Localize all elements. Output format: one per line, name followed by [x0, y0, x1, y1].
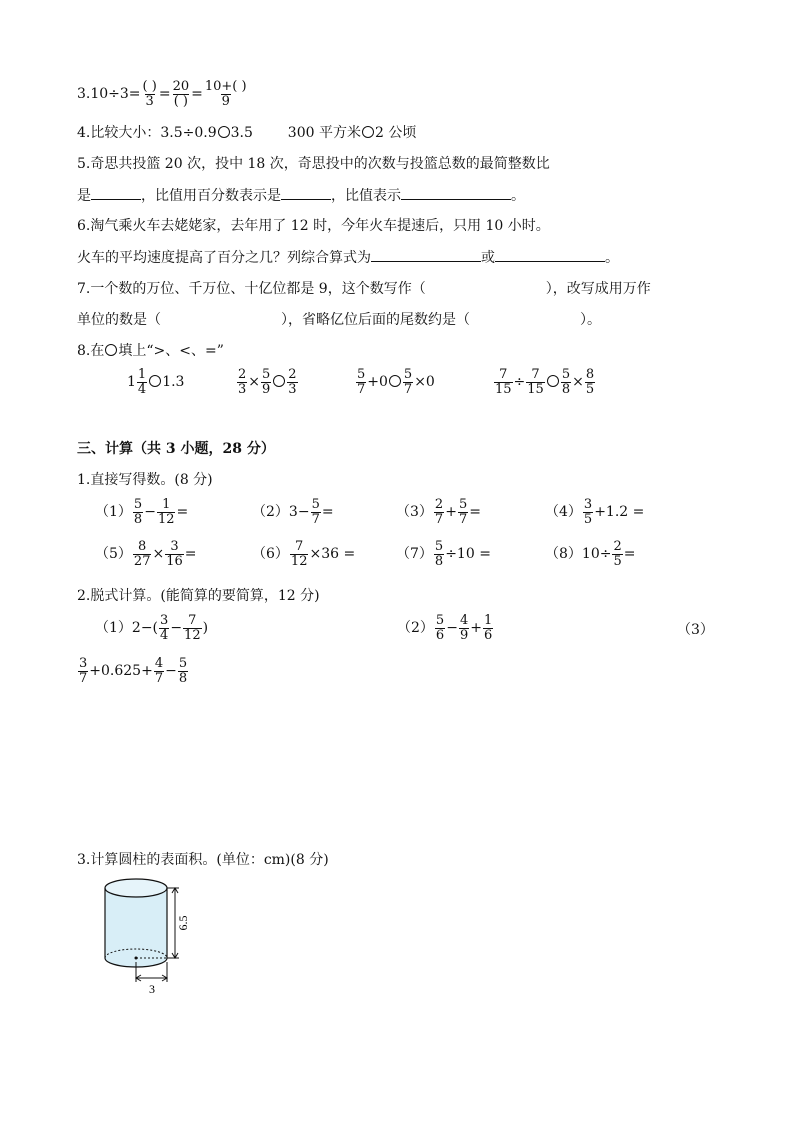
- frac-num: 4: [154, 656, 164, 671]
- frac-den: 3: [238, 381, 247, 397]
- text: 填上“>、<、=”: [118, 343, 224, 359]
- frac-den: 6: [483, 627, 493, 643]
- eq: =: [158, 86, 171, 103]
- frac-num: 8: [138, 539, 147, 554]
- fraction: [434, 540, 444, 568]
- answer-blank[interactable]: [495, 260, 605, 262]
- compare-circle[interactable]: [362, 126, 374, 138]
- op: ×: [248, 374, 261, 391]
- frac-den: 27: [133, 553, 151, 569]
- calc-item-6: [252, 540, 355, 568]
- frac-den: 8: [561, 381, 571, 397]
- frac-den: 5: [585, 381, 595, 397]
- op: +: [445, 504, 457, 521]
- fraction: [459, 614, 469, 642]
- text: 。: [511, 188, 525, 204]
- answer-blank[interactable]: [401, 198, 511, 200]
- fraction: [290, 540, 309, 568]
- item-label: （8）: [545, 546, 582, 563]
- text: =: [321, 504, 334, 521]
- p2-expr-1: [95, 614, 208, 642]
- text: +1.2 =: [594, 504, 645, 521]
- text: 3−: [288, 504, 310, 521]
- frac-den: 6: [435, 627, 445, 643]
- compare-circle[interactable]: [389, 375, 401, 387]
- q8-expr1: [127, 368, 184, 396]
- p3-title: 3.计算圆柱的表面积。(单位：cm)(8 分): [77, 852, 329, 868]
- item-label: （2）: [397, 620, 434, 637]
- frac-num: 20: [172, 79, 190, 94]
- frac-num: 5: [262, 367, 271, 382]
- text: 火车的平均速度提高了百分之几？列综合算式为: [77, 250, 371, 266]
- frac-den: 3: [288, 381, 297, 397]
- answer-blank[interactable]: [371, 260, 481, 262]
- frac-den: 4: [137, 381, 147, 397]
- frac-num: 1: [483, 613, 493, 628]
- frac-num: 7: [531, 367, 540, 382]
- item-label: （5）: [95, 546, 132, 563]
- frac-num: 3: [79, 656, 88, 671]
- fraction: [287, 368, 297, 396]
- frac-num: 7: [188, 613, 197, 628]
- fraction: [261, 368, 271, 396]
- text: 或: [481, 250, 495, 266]
- q8-expr2: [236, 368, 299, 396]
- text: ×36 =: [309, 546, 356, 563]
- text: ），省略亿位后面的尾数约是（: [281, 312, 470, 328]
- frac-num: 5: [403, 367, 413, 382]
- cylinder-top: [105, 879, 167, 897]
- frac-num: 3: [170, 539, 179, 554]
- frac-num: ( ): [142, 79, 157, 94]
- calc-item-7: [396, 540, 491, 568]
- frac-den: 16: [166, 553, 183, 569]
- frac-num: 2: [238, 367, 247, 382]
- p1-title: 1.直接写得数。(8 分): [77, 472, 213, 488]
- frac-den: 12: [157, 511, 175, 527]
- frac-den: 7: [458, 511, 468, 527]
- frac-den: 7: [154, 670, 164, 686]
- whole: 1: [127, 374, 136, 391]
- q8-expr3: [355, 368, 435, 396]
- p2-expr-3-label: （3）: [677, 622, 714, 638]
- fraction: [78, 657, 88, 685]
- q8-title: [77, 343, 224, 360]
- fraction: [133, 540, 152, 568]
- q7-line1: [77, 281, 651, 298]
- frac-den: 8: [133, 511, 143, 527]
- compare-circle[interactable]: [218, 126, 230, 138]
- text: =: [184, 546, 197, 563]
- answer-blank[interactable]: [91, 198, 141, 200]
- calc-item-5: [95, 540, 196, 568]
- q3-frac2: [172, 80, 191, 108]
- text: 单位的数是（: [77, 312, 161, 328]
- center-dot: [135, 957, 138, 960]
- frac-den: 7: [311, 511, 320, 527]
- q4-b: 3.5: [230, 125, 253, 141]
- q7-line2: [77, 312, 601, 329]
- frac-num: 5: [435, 613, 445, 628]
- item-label: （3）: [396, 504, 433, 521]
- frac-num: 3: [160, 613, 169, 628]
- q5-line1: 5.奇思共投篮 20 次，投中 18 次，奇思投中的次数与投篮总数的最简整数比: [77, 156, 550, 172]
- q6-line1: 6.淘气乘火车去姥姥家，去年用了 12 时，今年火车提速后，只用 10 小时。: [77, 218, 550, 234]
- p2-title: 2.脱式计算。(能简算的要简算，12 分): [77, 588, 320, 604]
- frac-den: 12: [184, 627, 201, 643]
- answer-blank[interactable]: [281, 198, 331, 200]
- compare-circle[interactable]: [149, 375, 161, 387]
- text: ，比值用百分数表示是: [141, 188, 281, 204]
- q8-expr4: [493, 368, 596, 396]
- frac-den: 15: [527, 381, 544, 397]
- frac-den: ( ): [173, 93, 188, 109]
- text: ÷10 =: [445, 546, 491, 563]
- frac-den: 15: [495, 381, 512, 397]
- text: 8.在: [77, 343, 105, 359]
- fraction: [137, 368, 147, 396]
- item-label: （2）: [252, 504, 289, 521]
- item-label: （7）: [396, 546, 433, 563]
- text: +0: [367, 374, 388, 391]
- fraction: [178, 657, 188, 685]
- text: 1.3: [162, 374, 185, 391]
- q5-line2: [77, 188, 525, 205]
- frac-den: 5: [583, 511, 593, 527]
- compare-circle[interactable]: [273, 375, 285, 387]
- fraction: [434, 498, 444, 526]
- text: 是: [77, 188, 91, 204]
- fraction: [403, 368, 413, 396]
- frac-den: 9: [459, 627, 469, 643]
- text: =: [176, 504, 189, 521]
- frac-den: 8: [434, 553, 444, 569]
- frac-num: 3: [583, 497, 593, 512]
- frac-den: 12: [290, 553, 308, 569]
- text: ），改写成用万作: [545, 281, 651, 297]
- frac-num: 5: [178, 656, 188, 671]
- section3-title: 三、计算（共 3 小题，28 分）: [77, 441, 275, 457]
- frac-den: 7: [79, 670, 88, 686]
- q6-line2: [77, 250, 619, 267]
- frac-den: 8: [178, 670, 188, 686]
- calc-item-3: [396, 498, 481, 526]
- frac-num: 5: [458, 497, 468, 512]
- q4-line: [77, 125, 416, 142]
- compare-circle[interactable]: [547, 375, 559, 387]
- item-label: （6）: [252, 546, 289, 563]
- height-label: 6.5: [176, 915, 190, 931]
- op: +: [470, 620, 482, 637]
- text: 10÷: [581, 546, 612, 563]
- q3-frac1: [142, 80, 158, 108]
- fraction: [154, 657, 164, 685]
- fraction: [183, 614, 202, 642]
- radius-label: 3: [149, 982, 155, 996]
- frac-den: 4: [160, 627, 169, 643]
- frac-num: 7: [499, 367, 508, 382]
- frac-num: 5: [311, 497, 320, 512]
- frac-den: 5: [613, 553, 622, 569]
- fraction: [237, 368, 247, 396]
- q4-c: 300 平方米: [287, 125, 361, 141]
- text: 2−(: [131, 620, 159, 637]
- q3-frac3: [204, 80, 248, 108]
- fraction: [612, 540, 622, 568]
- frac-num: 5: [357, 367, 366, 382]
- frac-den: 9: [262, 381, 271, 397]
- fraction: [561, 368, 571, 396]
- fraction: [435, 614, 445, 642]
- frac-num: 5: [561, 367, 571, 382]
- item-label: （1）: [95, 504, 132, 521]
- cylinder-body: [105, 888, 167, 958]
- text: ，比值表示: [331, 188, 401, 204]
- calc-item-4: [545, 498, 644, 526]
- q3-line: [77, 80, 249, 108]
- text: =: [623, 546, 636, 563]
- fraction: [356, 368, 366, 396]
- calc-item-1: [95, 498, 188, 526]
- q4-d: 2 公顷: [374, 125, 417, 141]
- fraction: [159, 614, 169, 642]
- fraction: [157, 498, 176, 526]
- fraction: [458, 498, 468, 526]
- frac-num: 5: [434, 539, 444, 554]
- fraction: [483, 614, 493, 642]
- op: ×: [152, 546, 165, 563]
- cylinder-figure: [95, 876, 215, 996]
- frac-num: 5: [133, 497, 143, 512]
- eq: =: [191, 86, 203, 103]
- frac-den: 9: [221, 93, 230, 109]
- frac-num: 2: [434, 497, 444, 512]
- p2-expr-3: [77, 657, 189, 685]
- fraction: [494, 368, 513, 396]
- frac-num: 1: [162, 497, 171, 512]
- op: ÷: [513, 374, 526, 391]
- fraction: [585, 368, 595, 396]
- q4-a: 4.比较大小：3.5÷0.9: [77, 125, 217, 141]
- text: ）。: [580, 312, 601, 328]
- text: 7.一个数的万位、千万位、十亿位都是 9，这个数写作（: [77, 281, 426, 297]
- circle-icon: [105, 344, 117, 356]
- calc-item-8: [545, 540, 635, 568]
- frac-num: 7: [295, 539, 304, 554]
- frac-den: 3: [145, 93, 154, 109]
- frac-den: 7: [434, 511, 444, 527]
- frac-den: 7: [403, 381, 413, 397]
- frac-num: 2: [288, 367, 297, 382]
- text: ×0: [414, 374, 435, 391]
- frac-num: 2: [613, 539, 622, 554]
- fraction: [165, 540, 184, 568]
- p2-expr-2: [397, 614, 494, 642]
- frac-num: 4: [459, 613, 469, 628]
- text: ): [202, 620, 209, 637]
- fraction: [311, 498, 321, 526]
- op: −: [446, 620, 458, 637]
- calc-item-2: [252, 498, 334, 526]
- text: +0.625+: [89, 663, 153, 680]
- text: 。: [605, 250, 619, 266]
- item-label: （4）: [545, 504, 582, 521]
- frac-den: 7: [357, 381, 366, 397]
- frac-num: 10+( ): [204, 79, 247, 94]
- fraction: [583, 498, 593, 526]
- frac-num: 1: [137, 367, 147, 382]
- text: =: [469, 504, 481, 521]
- fraction: [133, 498, 143, 526]
- op: −: [170, 620, 183, 637]
- q3-prefix: 3.10÷3=: [77, 86, 141, 103]
- frac-num: 8: [585, 367, 595, 382]
- op: ×: [572, 374, 584, 391]
- item-label: （1）: [95, 620, 132, 637]
- fraction: [526, 368, 545, 396]
- op: −: [144, 504, 156, 521]
- op: −: [165, 663, 177, 680]
